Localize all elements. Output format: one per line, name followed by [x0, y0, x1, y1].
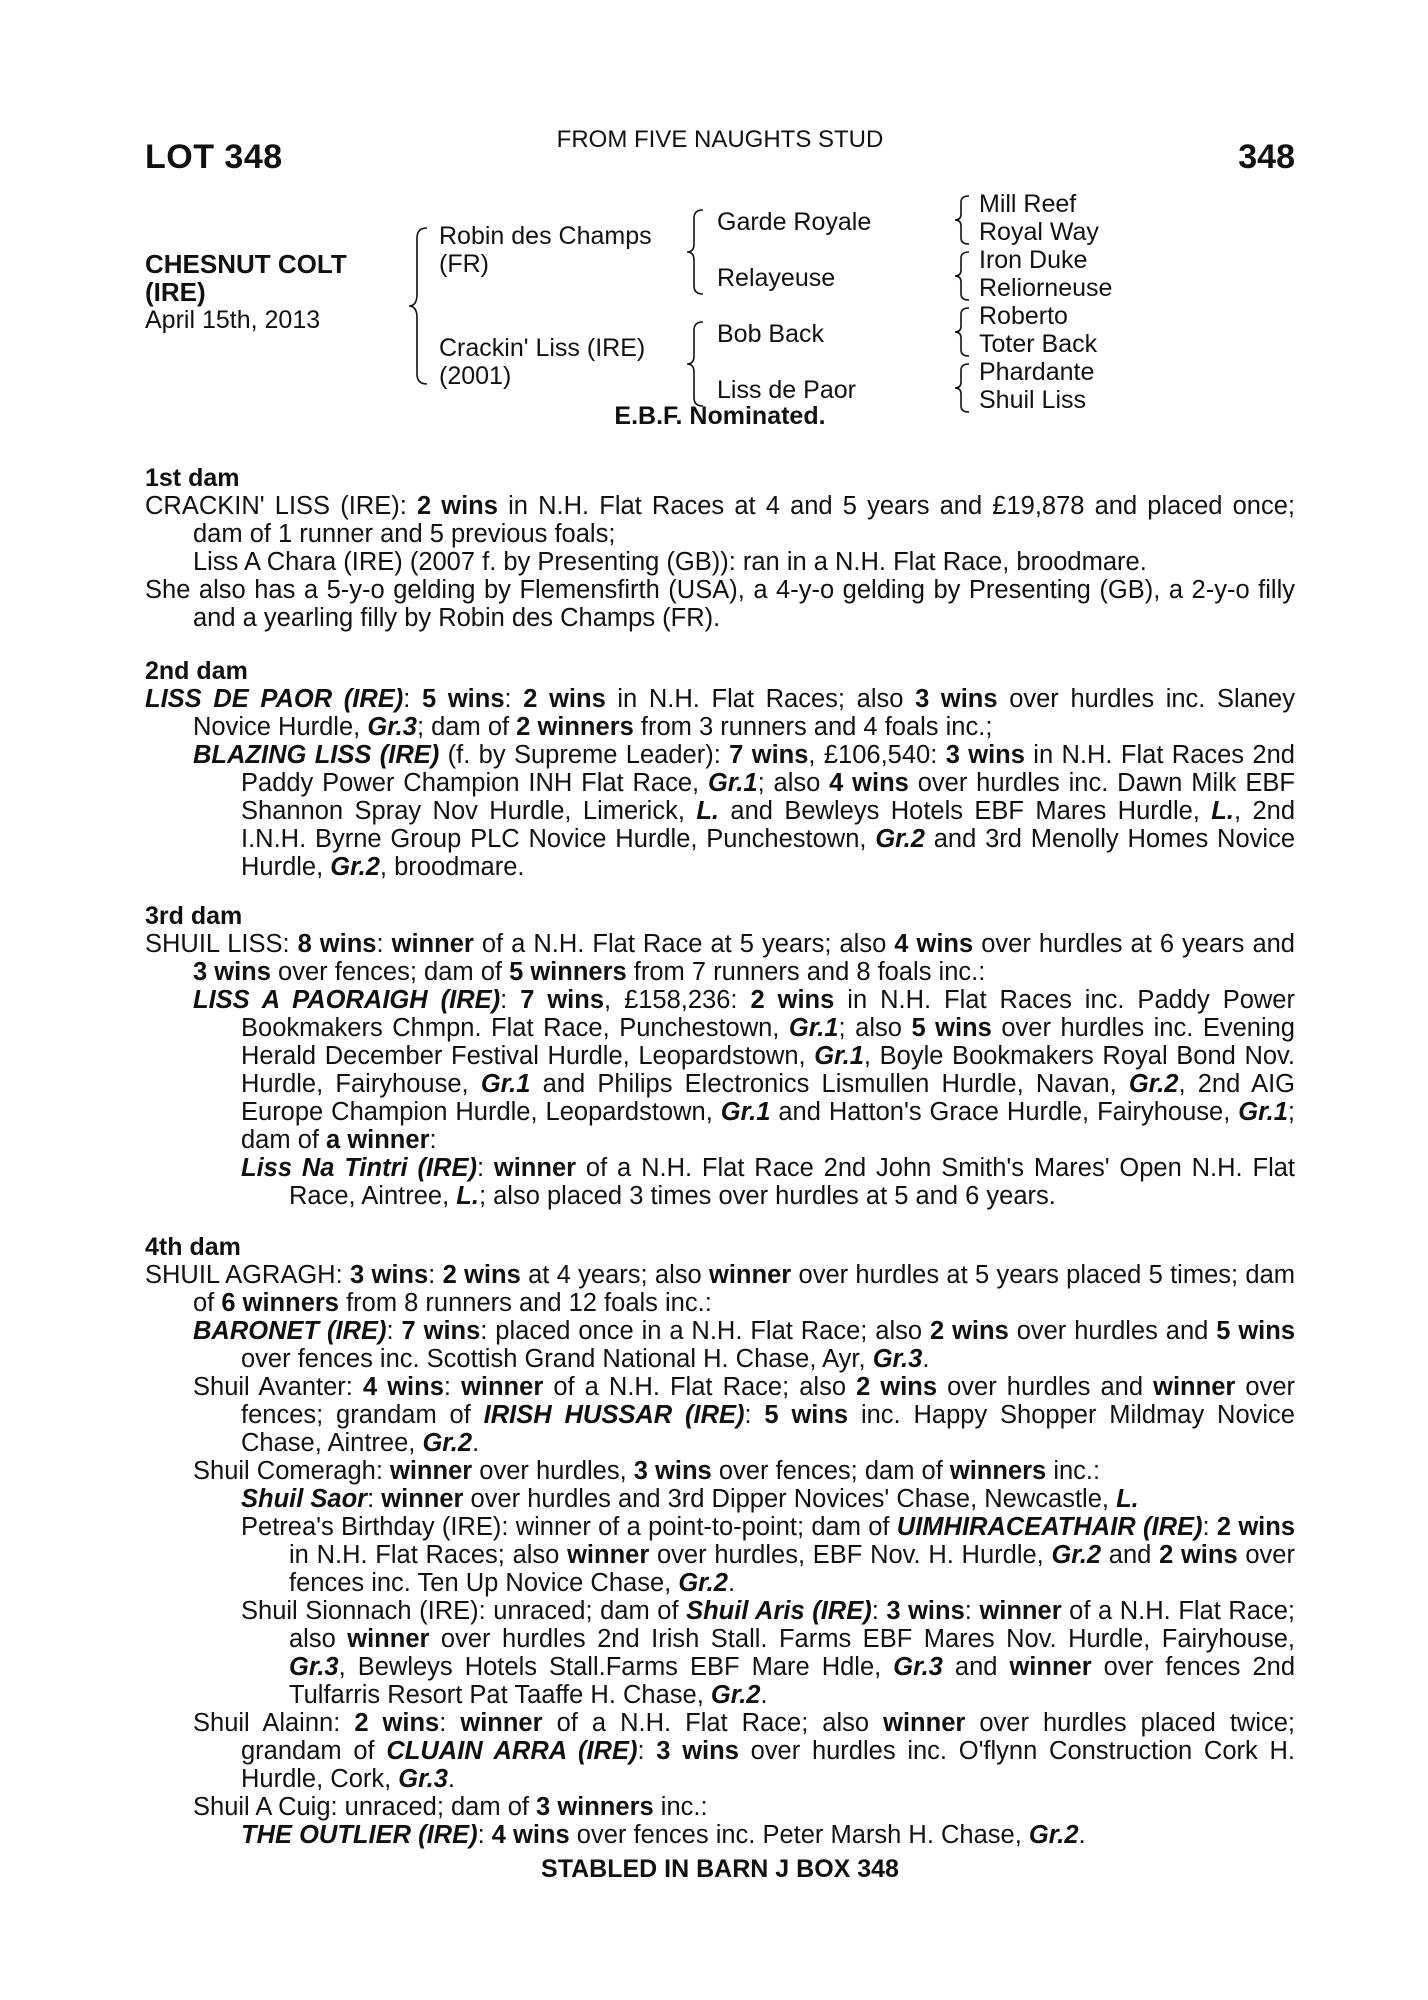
produce-entry: BARONET (IRE): 7 wins: placed once in a N.H. Flat Race; also 2 wins over hurdles and 5 wins over fences inc. Scottish Grand National H. Chase, Ayr, Gr.3. — [193, 1317, 1296, 1373]
produce-entry: Shuil Avanter: 4 wins: winner of a N.H. Flat Race; also 2 wins over hurdles and winner over fences; grandam of IRISH HUSSAR (IRE): 5 wins inc. Happy Shopper Mildmay Novice Chase, Aintree, Gr.2. — [193, 1373, 1295, 1457]
horse-country: (IRE) — [145, 277, 206, 307]
sire-country: (FR) — [439, 250, 489, 278]
brace-gen1 — [407, 226, 431, 386]
section-heading: 4th dam — [145, 1233, 241, 1261]
page-header — [145, 120, 1295, 190]
dam-entry: CRACKIN' LISS (IRE): 2 wins in N.H. Flat Races at 4 and 5 years and £19,878 and placed once; dam of 1 runner and 5 previous foals; — [145, 492, 1295, 548]
section-heading: 3rd dam — [145, 902, 243, 930]
g3-royal-way: Royal Way — [979, 218, 1099, 246]
produce-entry: Shuil Comeragh: winner over hurdles, 3 wins over fences; dam of winners inc.: — [193, 1457, 1101, 1485]
dam-year: (2001) — [439, 362, 512, 390]
produce-entry: Petrea's Birthday (IRE): winner of a point-to-point; dam of UIMHIRACEATHAIR (IRE): 2 wins in N.H. Flat Races; also winner over hurdles, EBF Nov. H. Hurdle, Gr.2 and 2 wins over fences inc. Ten Up Novice Chase, Gr.2. — [241, 1513, 1296, 1597]
section-heading: 1st dam — [145, 464, 240, 492]
dam-sire: Bob Back — [717, 320, 825, 348]
g3-iron-duke: Iron Duke — [979, 246, 1088, 274]
ebf-nomination: E.B.F. Nominated. — [614, 402, 826, 430]
g3-mill-reef: Mill Reef — [979, 190, 1077, 218]
dam-entry: LISS DE PAOR (IRE): 5 wins: 2 wins in N.H. Flat Races; also 3 wins over hurdles inc. Slaney Novice Hurdle, Gr.3; dam of 2 winners from 3 runners and 4 foals inc.; — [145, 685, 1295, 741]
produce-entry: Shuil Saor: winner over hurdles and 3rd Dipper Novices' Chase, Newcastle, L. — [241, 1485, 1139, 1513]
g3-phardante: Phardante — [979, 358, 1095, 386]
horse-description: CHESNUT COLT — [145, 249, 347, 279]
dam-dam: Liss de Paor — [717, 376, 856, 404]
produce-entry: Liss Na Tintri (IRE): winner of a N.H. Flat Race 2nd John Smith's Mares' Open N.H. Flat Race, Aintree, L.; also placed 3 times over hurdles at 5 and 6 years. — [241, 1154, 1296, 1210]
lot-number: 348 — [1238, 138, 1295, 176]
produce-entry: Liss A Chara (IRE) (2007 f. by Presenting (GB)): ran in a N.H. Flat Race, broodmare. — [193, 548, 1147, 576]
sire-sire: Garde Royale — [717, 208, 872, 236]
third-dam-section — [145, 903, 1295, 1210]
lot-label: LOT 348 — [145, 138, 283, 176]
second-dam-section — [145, 658, 1295, 881]
produce-note: She also has a 5-y-o gelding by Flemensfirth (USA), a 4-y-o gelding by Presenting (GB), a 2-y-o filly and a yearling filly by Robin des Champs (FR). — [145, 576, 1295, 632]
stabling-note: STABLED IN BARN J BOX 348 — [541, 1855, 899, 1883]
first-dam-section — [145, 465, 1295, 632]
produce-entry: Shuil Sionnach (IRE): unraced; dam of Shuil Aris (IRE): 3 wins: winner of a N.H. Flat Race; also winner over hurdles 2nd Irish Stall. Farms EBF Mares Nov. Hurdle, Fairyhouse, Gr.3, Bewleys Hotels Stall.Farms EBF Mare Hdle, Gr.3 and winner over fences 2nd Tulfarris Resort Pat Taaffe H. Chase, Gr.2. — [241, 1597, 1296, 1709]
g3-toter-back: Toter Back — [979, 330, 1098, 358]
brace-dam — [685, 320, 707, 408]
sire-dam: Relayeuse — [717, 264, 836, 292]
produce-entry: BLAZING LISS (IRE) (f. by Supreme Leader): 7 wins, £106,540: 3 wins in N.H. Flat Races 2nd Paddy Power Champion INH Flat Race, Gr.1; also 4 wins over hurdles inc. Dawn Milk EBF Shannon Spray Nov Hurdle, Limerick, L. and Bewleys Hotels EBF Mares Hurdle, L., 2nd I.N.H. Byrne Group PLC Novice Hurdle, Punchestown, Gr.2 and 3rd Menolly Homes Novice Hurdle, Gr.2, broodmare. — [193, 741, 1296, 881]
dam: Crackin' Liss (IRE) — [439, 334, 646, 362]
g3-shuil-liss: Shuil Liss — [979, 386, 1086, 414]
dam-entry: SHUIL AGRAGH: 3 wins: 2 wins at 4 years; also winner over hurdles at 5 years placed 5 times; dam of 6 winners from 8 runners and 12 foals inc.: — [145, 1261, 1296, 1317]
catalogue-page — [145, 120, 1295, 1884]
produce-entry: THE OUTLIER (IRE): 4 wins over fences inc. Peter Marsh H. Chase, Gr.2. — [241, 1821, 1086, 1849]
dam-entry: SHUIL LISS: 8 wins: winner of a N.H. Flat Race at 5 years; also 4 wins over hurdles at 6 years and 3 wins over fences; dam of 5 winners from 7 runners and 8 foals inc.: — [145, 930, 1295, 986]
produce-entry: Shuil Alainn: 2 wins: winner of a N.H. Flat Race; also winner over hurdles placed twice; grandam of CLUAIN ARRA (IRE): 3 wins over hurdles inc. O'flynn Construction Cork H. Hurdle, Cork, Gr.3. — [193, 1709, 1296, 1793]
sire: Robin des Champs — [439, 222, 652, 250]
brace-g3-3 — [953, 306, 973, 358]
g3-roberto: Roberto — [979, 302, 1068, 330]
pedigree-table — [145, 190, 1295, 430]
produce-entry: Shuil A Cuig: unraced; dam of 3 winners inc.: — [193, 1793, 708, 1821]
brace-g3-2 — [953, 250, 973, 302]
produce-entry: LISS A PAORAIGH (IRE): 7 wins, £158,236: 2 wins in N.H. Flat Races inc. Paddy Power Bookmakers Chmpn. Flat Race, Punchestown, Gr.1; also 5 wins over hurdles inc. Evening Herald December Festival Hurdle, Leopardstown, Gr.1, Boyle Bookmakers Royal Bond Nov. Hurdle, Fairyhouse, Gr.1 and Philips Electronics Lismullen Hurdle, Navan, Gr.2, 2nd AIG Europe Champion Hurdle, Leopardstown, Gr.1 and Hatton's Grace Hurdle, Fairyhouse, Gr.1; dam of a winner: — [193, 986, 1295, 1154]
fourth-dam-section — [145, 1234, 1295, 1849]
section-heading: 2nd dam — [145, 657, 248, 685]
foaling-date: April 15th, 2013 — [145, 306, 321, 334]
brace-sire — [685, 208, 707, 296]
consignor: FROM FIVE NAUGHTS STUD — [556, 126, 884, 153]
brace-g3-1 — [953, 194, 973, 246]
g3-reliorneuse: Reliorneuse — [979, 274, 1113, 302]
